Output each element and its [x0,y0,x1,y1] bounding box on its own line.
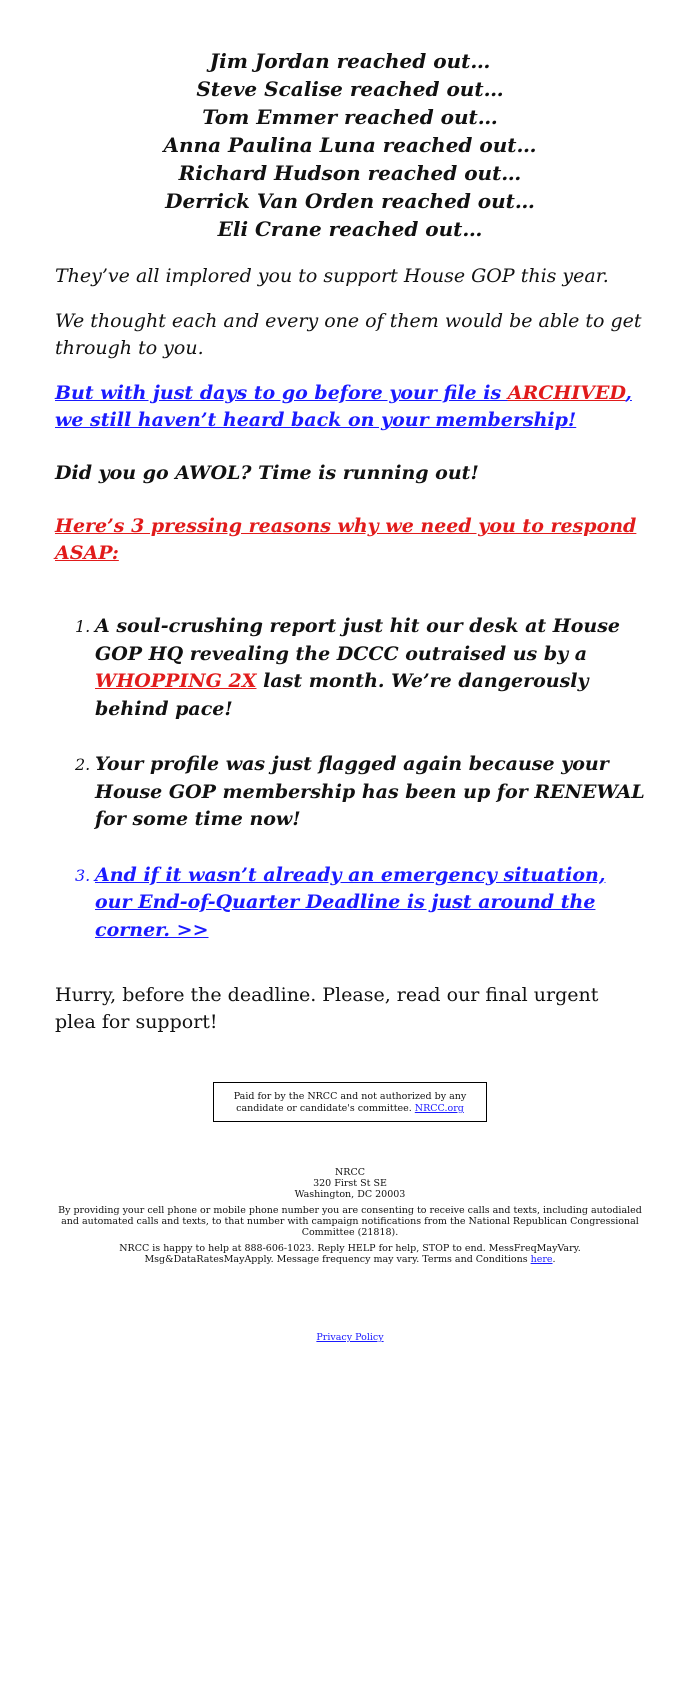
reached-out-line: Eli Crane reached out… [217,217,483,241]
membership-link-text: But with just days to go before your file is [55,382,508,404]
reason-item-3 [55,862,645,945]
email-body [55,0,645,1343]
reason-number: 2. [75,755,91,774]
privacy-policy-link[interactable]: Privacy Policy [316,1332,384,1343]
deadline-link[interactable]: And if it wasn’t already an emergency situation, our End-of-Quarter Deadline is just around the corner. >> [95,863,606,941]
whopping-2x-link[interactable]: WHOPPING 2X [95,670,257,692]
reached-out-line: Anna Paulina Luna reached out… [163,133,537,157]
address-block [55,1167,645,1200]
footer [55,1167,645,1265]
org-name: NRCC [334,1167,365,1178]
city-address: Washington, DC 20003 [294,1189,406,1200]
reason-2-text: Your profile was just flagged again because your House GOP membership has been up for RENEWAL for some time now! [95,753,645,830]
reached-out-line: Tom Emmer reached out… [202,105,498,129]
membership-link[interactable] [55,382,632,431]
reached-out-line: Derrick Van Orden reached out… [165,189,535,213]
hurry-paragraph: Hurry, before the deadline. Please, read our final urgent plea for support! [55,984,599,1033]
awol-paragraph: Did you go AWOL? Time is running out! [55,462,479,484]
reason-item-2 [55,751,645,834]
reason-item-1 [55,613,645,723]
reasons-heading-paragraph [55,513,645,567]
reason-number: 3. [75,865,91,885]
privacy-section [55,1332,645,1343]
help-text-period: . [552,1254,556,1265]
archived-highlight: ARCHIVED [507,382,626,404]
reasons-list [55,613,645,944]
reached-out-line: Richard Hudson reached out… [178,161,522,185]
paid-for-disclaimer [213,1082,487,1122]
reached-out-line: Steve Scalise reached out… [196,77,504,101]
help-text [55,1243,645,1265]
intro-paragraph-1: They’ve all implored you to support House GOP this year. [55,265,609,287]
reached-out-line: Jim Jordan reached out… [209,49,491,73]
reason-number: 1. [75,617,91,636]
paid-for-text: Paid for by the NRCC and not authorized by any candidate or candidate's committee. [233,1091,467,1114]
reasons-heading-link[interactable]: Here’s 3 pressing reasons why we need you to respond ASAP: [55,515,637,564]
consent-text: By providing your cell phone or mobile phone number you are consenting to receive calls and texts, including autodialed and automated calls and texts, to that number with campaign notifications from the National Republican Congressional Committee (21818). [58,1205,642,1238]
help-text-body: NRCC is happy to help at 888-606-1023. Reply HELP for help, STOP to end. MessFreqMayVary. Msg&DataRatesMayApply. Message frequency may vary. Terms and Conditions [119,1243,581,1265]
reason-1-text: A soul-crushing report just hit our desk at House GOP HQ revealing the DCCC outraised us by a [95,615,621,665]
reached-out-list [55,47,645,243]
nrcc-org-link[interactable]: NRCC.org [414,1103,464,1114]
reason-1-text-end: last month. We’re dangerously behind pace! [95,670,589,720]
archived-link-paragraph [55,380,645,434]
intro-paragraph-2: We thought each and every one of them would be able to get through to you. [55,310,642,359]
terms-here-link[interactable]: here [530,1254,553,1265]
street-address: 320 First St SE [313,1178,387,1189]
membership-link-text-end: , we still haven’t heard back on your membership! [55,382,632,431]
